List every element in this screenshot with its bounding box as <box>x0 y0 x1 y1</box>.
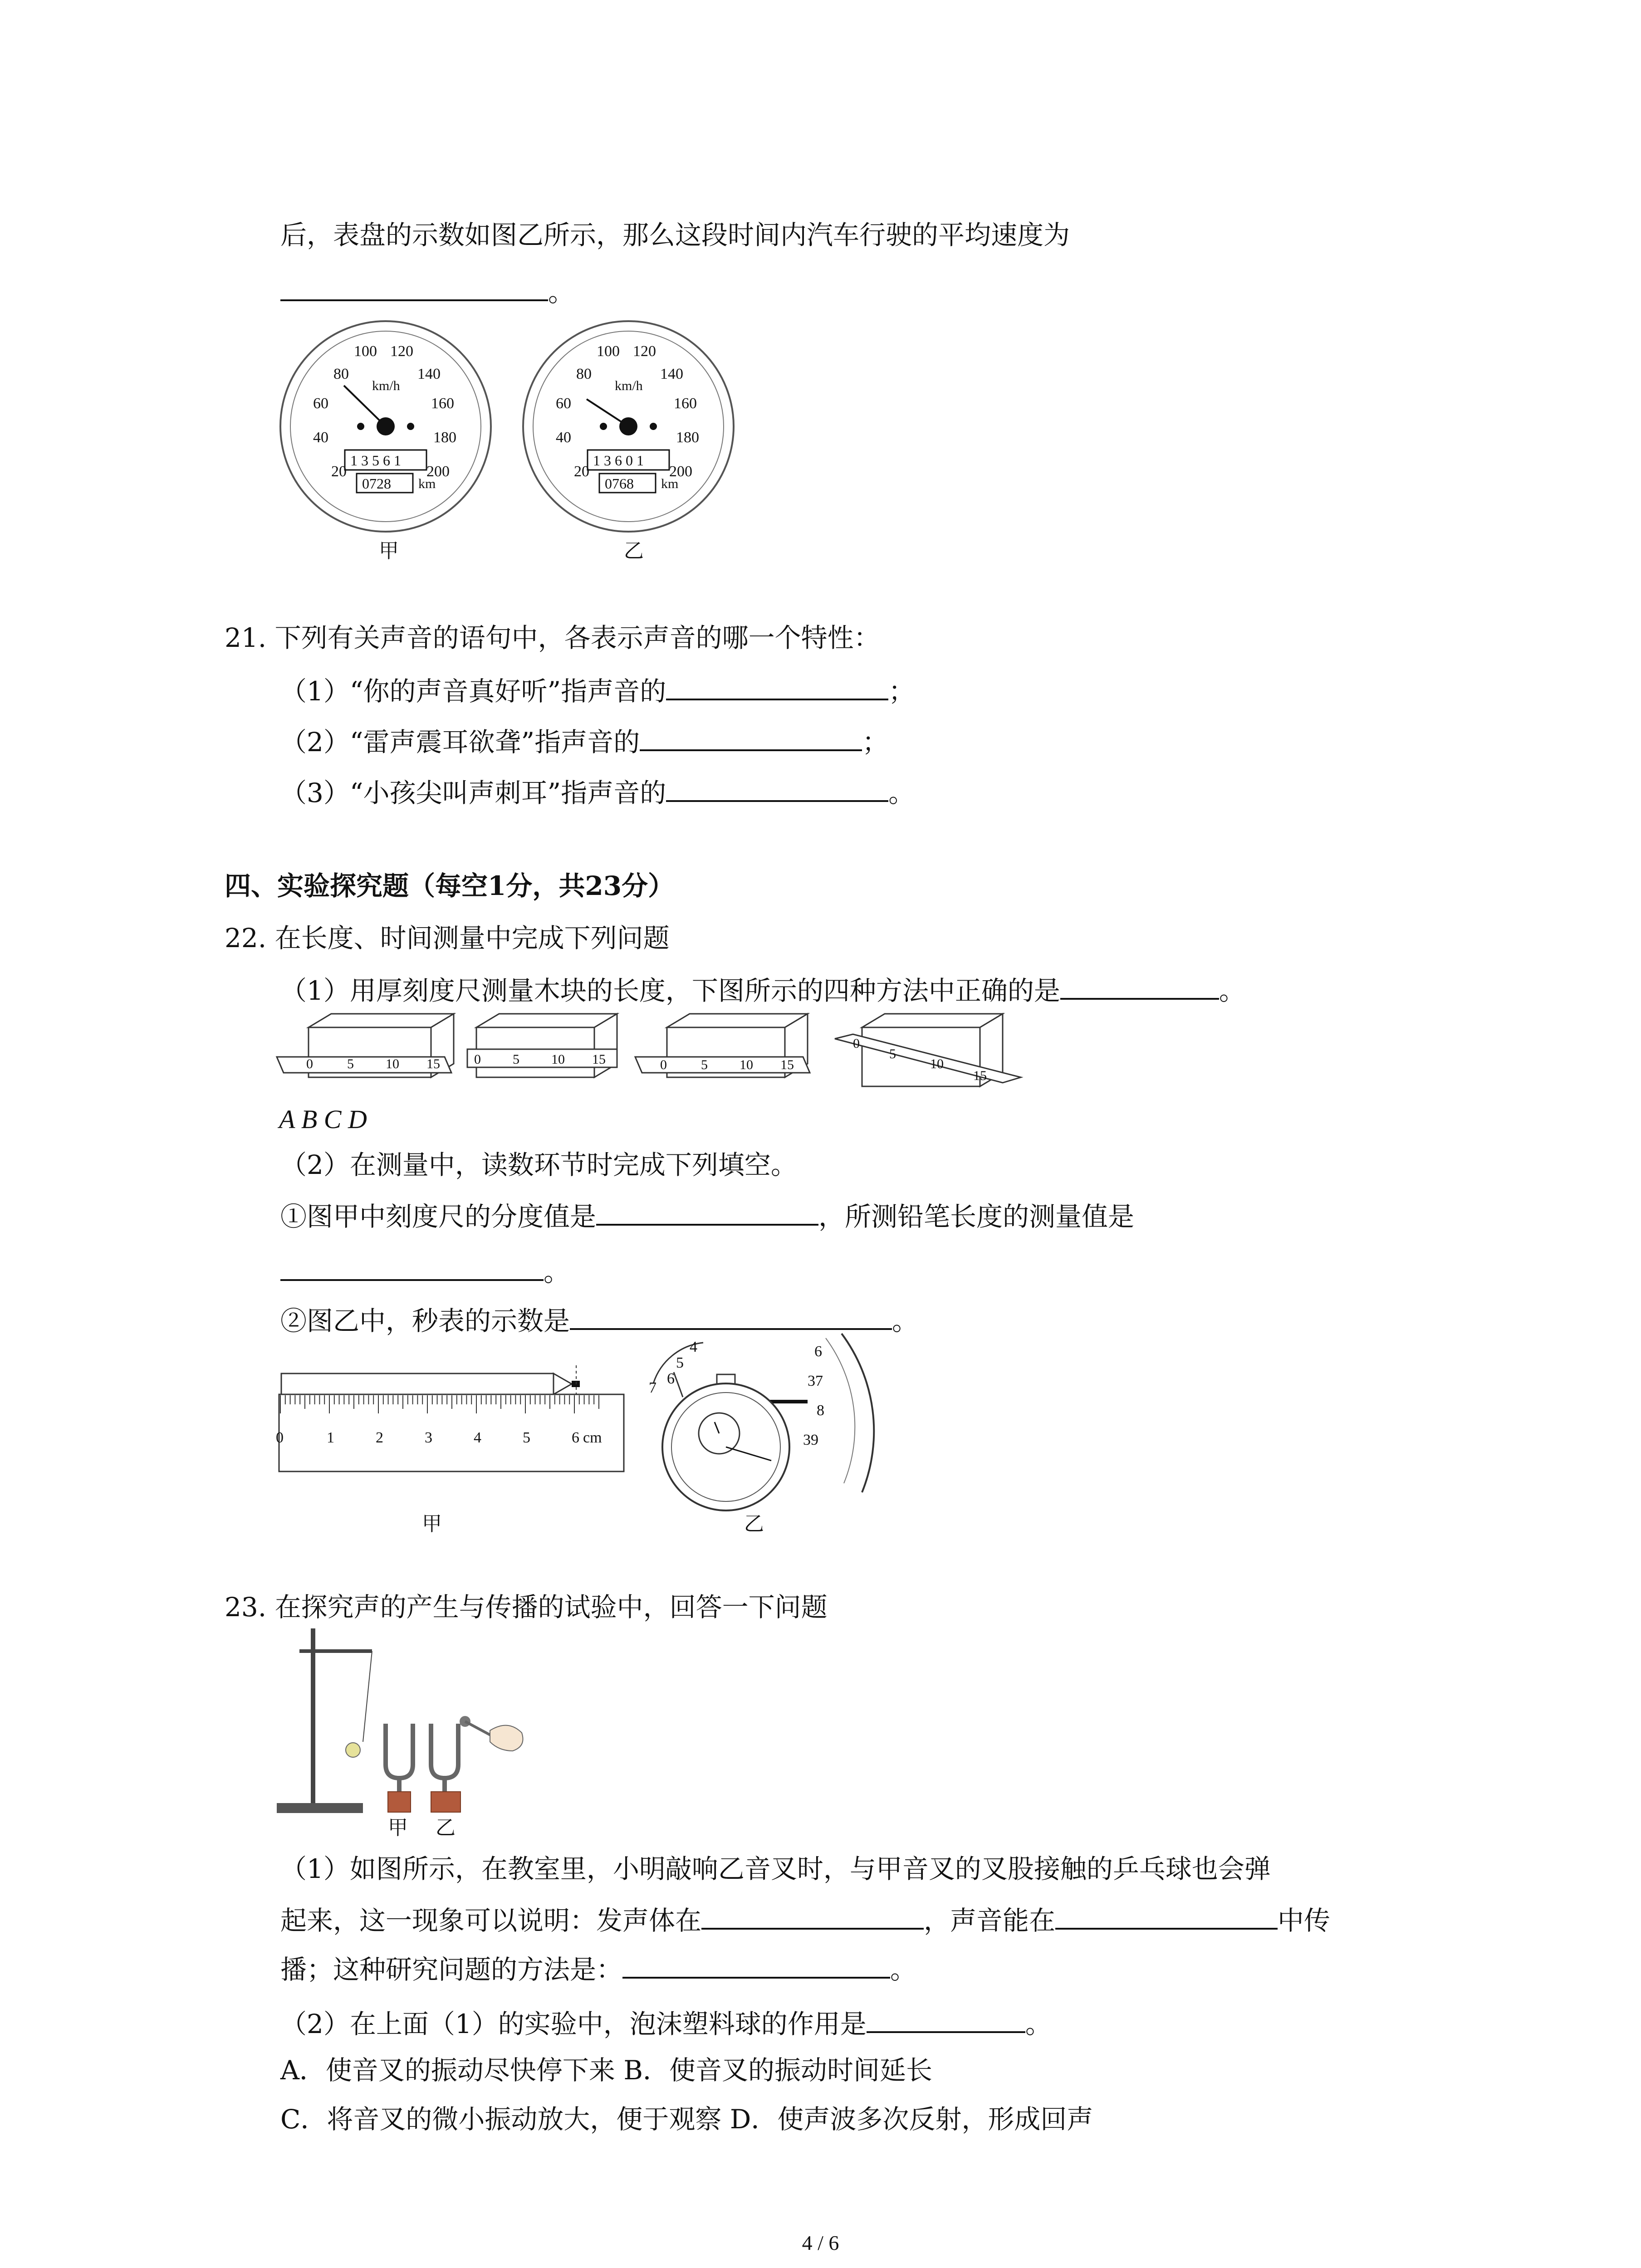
cm-6: 6 <box>572 1429 579 1446</box>
q23-blank-1[interactable] <box>701 1901 924 1930</box>
q23-part1-c: 播；这种研究问题的方法是： 。 <box>280 1950 916 1987</box>
speed-160: 160 <box>431 395 454 412</box>
tick-5: 5 <box>513 1052 519 1067</box>
speedometer-jia-drawing <box>277 318 495 535</box>
q22-blank-2[interactable] <box>596 1197 818 1226</box>
speed-20: 20 <box>331 463 347 480</box>
min-4: 4 <box>690 1339 697 1355</box>
cm-5: 5 <box>523 1429 530 1446</box>
q23-part1-b: 起来，这一现象可以说明：发声体在 ，声音能在 中传 <box>280 1901 1330 1938</box>
cm-4: 4 <box>474 1429 481 1446</box>
odo-unit: km <box>661 476 679 491</box>
q22-stem: 22. 在长度、时间测量中完成下列问题 <box>225 923 670 953</box>
q22-part2b: ②图乙中，秒表的示数是 。 <box>280 1301 918 1338</box>
sec-39: 39 <box>803 1432 818 1448</box>
fork-yi <box>431 1724 458 1778</box>
q22-blank-1[interactable] <box>1060 971 1219 1000</box>
cm-unit: cm <box>583 1429 602 1446</box>
speed-100: 100 <box>597 343 620 360</box>
speed-200: 200 <box>669 463 692 480</box>
tick-10: 10 <box>930 1056 944 1071</box>
ruler-methods-drawing <box>277 1009 1057 1100</box>
cm-3: 3 <box>425 1429 432 1446</box>
tick-0: 0 <box>853 1036 860 1051</box>
speed-80: 80 <box>333 366 349 382</box>
q23-blank-3[interactable] <box>622 1950 890 1979</box>
speed-120: 120 <box>633 343 656 360</box>
speed-180: 180 <box>433 429 456 446</box>
tick-15: 15 <box>592 1052 606 1067</box>
speed-140: 140 <box>660 366 683 382</box>
caption-jia-gauge: 甲 <box>379 539 399 562</box>
caption-yi-stopwatch: 乙 <box>744 1512 764 1535</box>
min-7: 7 <box>649 1379 656 1396</box>
stopwatch-figure <box>635 1329 889 1510</box>
q21-blank-1[interactable] <box>666 671 888 700</box>
speed-unit: km/h <box>372 378 400 393</box>
q23-part2: （2）在上面（1）的实验中，泡沫塑料球的作用是 。 <box>280 2004 1052 2041</box>
fig-label-yi: 乙 <box>436 1816 456 1839</box>
speed-200: 200 <box>426 463 450 480</box>
q23-blank-2[interactable] <box>1055 1901 1278 1930</box>
q21-blank-3[interactable] <box>666 773 888 802</box>
q21-stem: 21. 下列有关声音的语句中，各表示声音的哪一个特性： <box>225 622 880 653</box>
pencil <box>281 1374 554 1394</box>
speed-180: 180 <box>676 429 699 446</box>
q22-blank-4[interactable] <box>570 1301 892 1330</box>
caption-yi-gauge: 乙 <box>624 539 644 562</box>
q20-answer-blank[interactable] <box>280 272 548 301</box>
speedometer-jia <box>277 318 495 535</box>
q23-part1-a: （1）如图所示，在教室里，小明敲响乙音叉时，与甲音叉的叉股接触的乒乓球也会弹 <box>280 1853 1271 1884</box>
pencil-ruler-figure <box>277 1365 631 1474</box>
speed-160: 160 <box>674 395 697 412</box>
q21-item-1: （1）“你的声音真好听”指声音的 ； <box>280 671 915 709</box>
method-b <box>467 1014 617 1077</box>
odo-unit: km <box>418 476 436 491</box>
tick-0: 0 <box>660 1057 667 1072</box>
q22-part2a: ①图甲中刻度尺的分度值是 ，所测铅笔长度的测量值是 <box>280 1197 1134 1234</box>
speedometer-yi-drawing <box>519 318 737 535</box>
tick-0: 0 <box>306 1056 313 1071</box>
tick-5: 5 <box>889 1046 896 1061</box>
tick-15: 15 <box>780 1057 794 1072</box>
speed-100: 100 <box>354 343 377 360</box>
tick-15: 15 <box>973 1068 987 1083</box>
sec-6: 6 <box>814 1343 822 1360</box>
tick-0: 0 <box>474 1052 481 1067</box>
tick-10: 10 <box>386 1056 399 1071</box>
trip-reading: 0728 <box>362 475 391 492</box>
tick-5: 5 <box>701 1057 708 1072</box>
q23-blank-4[interactable] <box>867 2004 1025 2033</box>
cm-2: 2 <box>376 1429 383 1446</box>
min-5: 5 <box>676 1354 684 1371</box>
q22-part2: （2）在测量中，读数环节时完成下列填空。 <box>280 1149 797 1180</box>
q20-answer-line: 。 <box>280 272 574 309</box>
q23-option-cd: C．将音叉的微小振动放大，便于观察 D．使声波多次反射，形成回声 <box>280 2104 1093 2135</box>
q21-blank-2[interactable] <box>640 722 862 751</box>
speed-120: 120 <box>390 343 413 360</box>
method-d <box>835 1014 1021 1086</box>
caption-jia-ruler: 甲 <box>422 1512 442 1535</box>
cm-0: 0 <box>276 1429 284 1446</box>
ping-pong-ball <box>346 1743 360 1757</box>
tuning-fork-figure <box>277 1628 531 1819</box>
q20-text: 后，表盘的示数如图乙所示，那么这段时间内汽车行驶的平均速度为 <box>280 220 1070 250</box>
method-c <box>635 1014 810 1077</box>
tick-5: 5 <box>347 1056 354 1071</box>
odometer-reading: 1 3 5 6 1 <box>350 452 401 469</box>
tick-15: 15 <box>426 1056 440 1071</box>
q22-blank-3[interactable] <box>280 1252 544 1281</box>
cm-1: 1 <box>327 1429 334 1446</box>
q23-stem: 23. 在探究声的产生与传播的试验中，回答一下问题 <box>225 1592 828 1623</box>
speed-unit: km/h <box>615 378 643 393</box>
sec-8: 8 <box>817 1402 824 1419</box>
fig-label-jia: 甲 <box>388 1816 408 1839</box>
q22-part2a-cont: 。 <box>280 1252 570 1289</box>
q23-option-ab: A．使音叉的振动尽快停下来 B．使音叉的振动时间延长 <box>280 2055 932 2086</box>
fork-jia <box>386 1724 413 1778</box>
speed-40: 40 <box>556 429 571 446</box>
q22-options: A B C D <box>279 1105 367 1134</box>
speed-60: 60 <box>313 395 328 412</box>
q22-part1: （1）用厚刻度尺测量木块的长度，下图所示的四种方法中正确的是 。 <box>280 971 1245 1008</box>
speed-60: 60 <box>556 395 571 412</box>
speedometer-yi <box>519 318 737 535</box>
ruler-methods-figure <box>277 1009 1057 1100</box>
section-4-title: 四、实验探究题（每空1分，共23分） <box>225 870 675 901</box>
speed-40: 40 <box>313 429 328 446</box>
tick-10: 10 <box>551 1052 565 1067</box>
method-a <box>277 1014 454 1077</box>
stopwatch-drawing <box>635 1329 889 1510</box>
trip-reading: 0768 <box>605 475 634 492</box>
tick-10: 10 <box>740 1057 753 1072</box>
pencil-ruler-drawing <box>277 1365 631 1474</box>
q21-item-3: （3）“小孩尖叫声刺耳”指声音的 。 <box>280 773 915 810</box>
sec-37: 37 <box>808 1373 823 1389</box>
speed-80: 80 <box>576 366 592 382</box>
min-6: 6 <box>667 1370 675 1387</box>
speed-140: 140 <box>417 366 441 382</box>
odometer-reading: 1 3 6 0 1 <box>593 452 644 469</box>
hand-icon <box>490 1725 523 1751</box>
q21-item-2: （2）“雷声震耳欲聋”指声音的 ； <box>280 722 888 759</box>
page-number: 4 / 6 <box>802 2231 839 2254</box>
speed-20: 20 <box>574 463 589 480</box>
tuning-fork-drawing <box>277 1628 531 1819</box>
